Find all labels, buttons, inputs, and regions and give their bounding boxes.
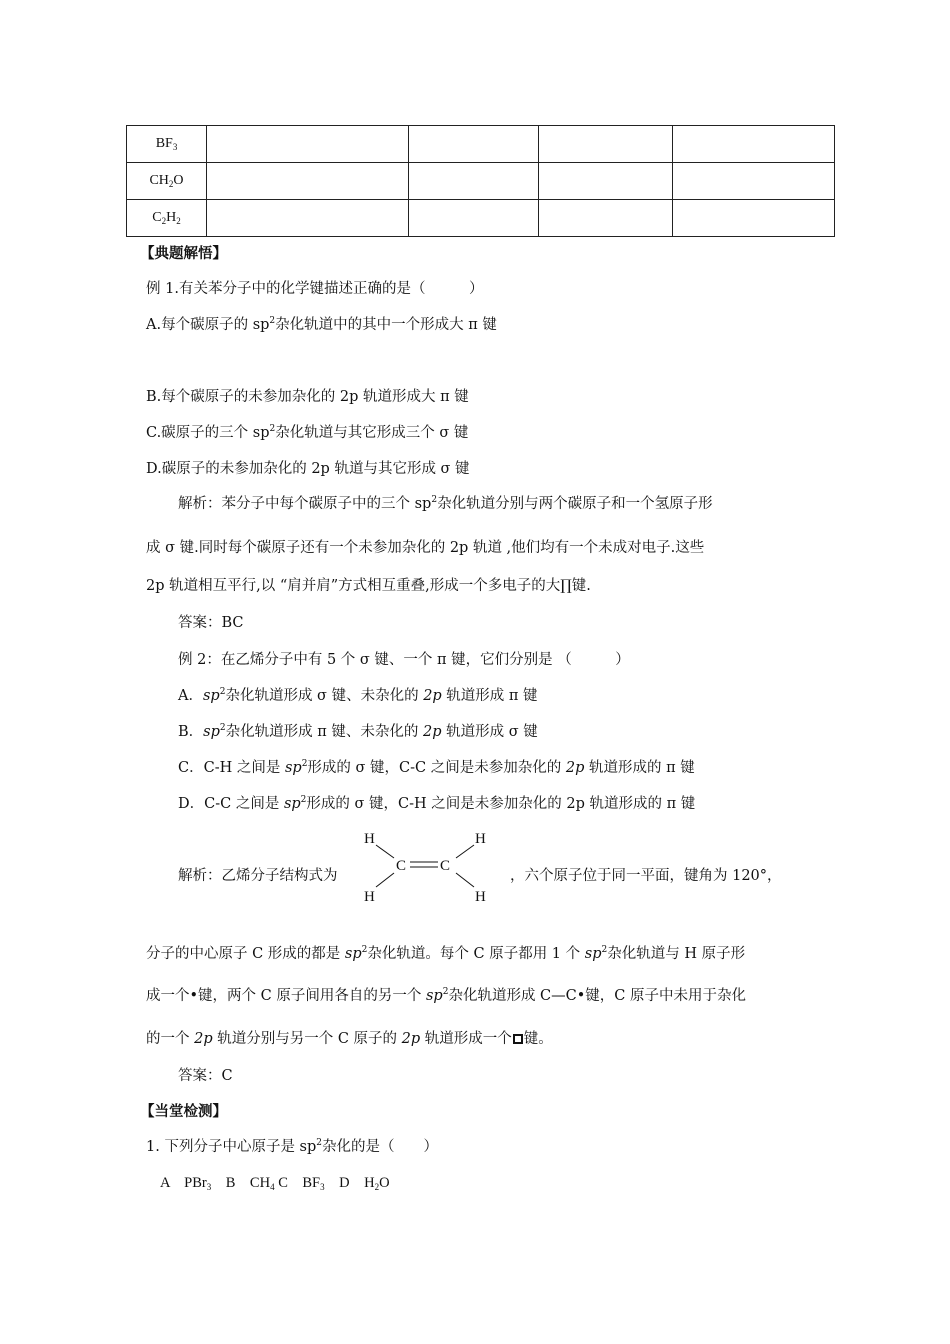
example2-option-d: D．C-C 之间是 $sp^2$形成的 σ 键，C-H 之间是未参加杂化的 2p 轨道形成的 π 键: [178, 795, 696, 812]
example2-answer: 答案：C: [178, 1068, 233, 1084]
example1-option-b: B.每个碳原子的未参加杂化的 2p 轨道形成大 π 键: [146, 389, 469, 405]
formula-cell: $BF_3$: [127, 126, 207, 163]
example2-option-a: A．$sp^2$杂化轨道形成 σ 键、未杂化的 2p 轨道形成 π 键: [178, 687, 538, 704]
example1-question: 例 1.有关苯分子中的化学键描述正确的是（ ）: [146, 281, 484, 297]
example1-analysis-line2: 成 σ 键.同时每个碳原子还有一个未参加杂化的 2p 轨道 ,他们均有一个未成对电子.这些: [146, 540, 705, 556]
hydrogen-atom-label: H: [364, 889, 375, 905]
missing-glyph-box: [513, 1034, 523, 1044]
ethylene-structure-diagram: [360, 825, 500, 905]
table-row: [127, 200, 835, 237]
example2-option-c: C．C-H 之间是 $sp^2$形成的 σ 键，C-C 之间是未参加杂化的 2p 轨道形成的 π 键: [178, 759, 695, 776]
single-bond-line: [456, 873, 474, 887]
table-row: [127, 126, 835, 163]
carbon-atom-label: C: [396, 858, 407, 874]
example1-option-d: D.碳原子的未参加杂化的 2p 轨道与其它形成 σ 键: [146, 461, 470, 477]
formula-cell: $C_2H_2$: [127, 200, 207, 237]
example1-answer: 答案：BC: [178, 615, 244, 631]
example2-analysis-prefix: 解析：乙烯分子结构式为: [178, 868, 338, 884]
formula-cell: $CH_2O$: [127, 163, 207, 200]
carbon-atom-label: C: [440, 858, 451, 874]
single-bond-line: [376, 873, 394, 887]
example2-analysis-line2: 分子的中心原子 C 形成的都是 $sp^2$杂化轨道。每个 C 原子都用 1 个 $sp^2$杂化轨道与 H 原子形: [146, 945, 746, 962]
section-heading-checks: 【当堂检测】: [140, 1103, 227, 1120]
table-row: [127, 163, 835, 200]
hydrogen-atom-label: H: [364, 831, 375, 847]
single-bond-line: [456, 845, 474, 858]
check-question-1-options: A PBr$_3$ B $CH_4$ C $BF_3$ D $H_2O$: [160, 1175, 390, 1192]
example1-analysis-line3: 2p 轨道相互平行,以 “肩并肩”方式相互重叠,形成一个多电子的大∏键.: [146, 578, 591, 594]
ethylene-structural-formula: [360, 825, 500, 905]
example2-option-b: B．$sp^2$杂化轨道形成 π 键、未杂化的 2p 轨道形成 σ 键: [178, 723, 538, 740]
example2-question: 例 2：在乙烯分子中有 5 个 σ 键、一个 π 键，它们分别是 （ ）: [178, 652, 630, 668]
section-heading-examples: 【典题解悟】: [140, 245, 227, 262]
example1-option-a: A.每个碳原子的 $sp^2$杂化轨道中的其中一个形成大 π 键: [146, 316, 497, 333]
example2-analysis-suffix: ，六个原子位于同一平面，键角为 120°，: [510, 868, 782, 884]
example1-analysis-line1: 解析：苯分子中每个碳原子中的三个 $sp^2$杂化轨道分别与两个碳原子和一个氢原子形: [178, 495, 713, 512]
single-bond-line: [376, 845, 394, 858]
example2-analysis-line3: 成一个•键，两个 C 原子间用各自的另一个 $sp^2$杂化轨道形成 C—C•键，C 原子中未用于杂化: [146, 987, 747, 1004]
example2-analysis-line4: 的一个 2p 轨道分别与另一个 C 原子的 2p 轨道形成一个 键。: [146, 1031, 553, 1047]
hydrogen-atom-label: H: [475, 889, 486, 905]
check-question-1: 1. 下列分子中心原子是 $sp^2$杂化的是（ ）: [146, 1138, 439, 1155]
hybridization-table: [126, 125, 835, 237]
example1-option-c: C.碳原子的三个 $sp^2$杂化轨道与其它形成三个 σ 键: [146, 424, 469, 441]
hydrogen-atom-label: H: [475, 831, 486, 847]
